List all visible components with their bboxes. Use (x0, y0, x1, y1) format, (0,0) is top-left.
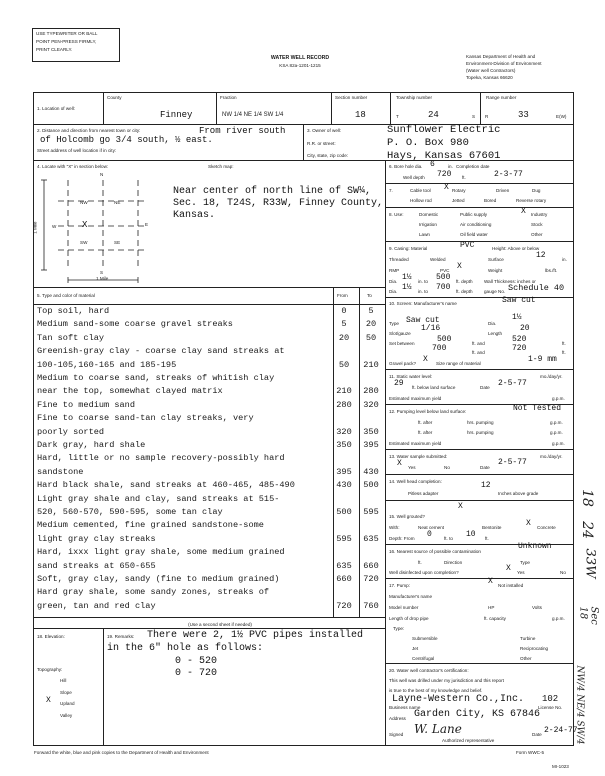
screen-ft-1: ft. (562, 341, 566, 346)
casing-gauge-label: gauge No. (484, 289, 506, 294)
casing-surface: 12 (536, 251, 546, 260)
casing-to1-label: in. to (418, 279, 428, 284)
strata-row-to: 350 (363, 426, 379, 437)
strata-row-from: 320 (336, 426, 352, 437)
pump-hp: HP (488, 605, 495, 610)
sample-date-label: Date (480, 465, 490, 470)
strata-row-from: 210 (336, 386, 352, 397)
strata-row-from: 500 (336, 507, 352, 517)
strata-row-to: 760 (363, 600, 379, 611)
use-air: Air conditioning (460, 222, 492, 227)
casing-depth2-label: ft. depth (456, 289, 473, 294)
casing-dia1-label: Dia. (389, 279, 398, 284)
strata-row-text: Top soil, hard (37, 306, 110, 316)
casing-dia1: 1½ (402, 273, 412, 282)
use-label: 8. Use: (389, 212, 404, 217)
margin-note-1: 18 (578, 489, 595, 507)
strata-row-to: 660 (363, 560, 379, 571)
sketch-w: W (52, 224, 57, 229)
use-other: Other (531, 232, 543, 237)
township-label: Township number (396, 95, 433, 100)
owner-rfd-label: R.R. or street: (307, 141, 336, 146)
cert-address-label: Address (389, 716, 406, 721)
township-value: 24 (428, 110, 439, 120)
pump-model: Model number (389, 605, 419, 610)
screen-name: Saw cut (502, 296, 536, 305)
pump-capacity: ft. capacity (484, 616, 506, 621)
use-oilfield: Oil field water (460, 232, 488, 237)
fraction-label: Fraction (220, 95, 237, 100)
bore-label: 6. Bore hole dia. (389, 164, 423, 169)
screen-length-label: Length (488, 331, 503, 336)
strata-row-from: 0 (341, 306, 347, 316)
second-sheet-note: (Use a second sheet if needed) (188, 622, 252, 627)
strata-row-from: 430 (336, 480, 352, 491)
sketch-mile-h: 1 Mile (96, 276, 109, 281)
casing-to1: 500 (436, 273, 451, 282)
casing-rmp: RMP (389, 268, 400, 273)
screen-ft-and-1: ft. and (472, 341, 485, 346)
sketch-nw: NW (80, 200, 88, 205)
cert-company: Layne-Western Co.,Inc. (392, 694, 525, 705)
cert-signed-label: Signed (389, 732, 404, 737)
sample-unit: mo./day/yr. (540, 454, 563, 459)
screen-set-label: Set between (389, 341, 415, 346)
casing-to2-label: in. to (418, 289, 428, 294)
pumping-ft-after-2: ft. after (418, 430, 433, 435)
pump-gpm: g.p.m. (552, 616, 565, 621)
screen-set-2b: 720 (512, 344, 527, 353)
margin-note-4: Sec 18 (577, 606, 600, 625)
strata-row-to: 320 (363, 399, 379, 410)
pump-submersible: Submersible (412, 636, 438, 641)
cert-signature: W. Lane (414, 722, 462, 736)
strata-from-label: From (337, 293, 348, 298)
head-inches: Inches above grade (498, 491, 539, 496)
cert-address: Garden City, KS 67846 (414, 709, 541, 720)
footer-code: MI-1023 (552, 764, 569, 769)
depth-ft: ft. (462, 175, 466, 180)
pump-type-label: Type: (393, 626, 405, 631)
section-label: Section number (335, 95, 368, 100)
screen-set-1a: 500 (437, 335, 452, 344)
head-value: 12 (481, 481, 491, 490)
pump-manufacturer: Manufacturer's name (389, 594, 433, 599)
gravel-value: X (423, 355, 428, 364)
static-date-label: Date (480, 385, 490, 390)
sketch-sw: SW (80, 240, 88, 245)
sketch-description-3: Kansas. (173, 210, 216, 221)
cert-text-2: is true to the best of my knowledge and belief. (389, 688, 483, 693)
pumping-hrs-2: hrs. pumping (467, 430, 494, 435)
footer-forward: Forward the white, blue and pink copies to the Department of Health and Environment (34, 750, 209, 755)
casing-height-label: Height: Above or below (492, 246, 540, 251)
grouted-label: 15. Well grouted? (389, 514, 425, 519)
casing-welded: Welded (430, 257, 446, 262)
strata-row-text: sand streaks at 650-655 (37, 560, 156, 571)
static-level: 29 (394, 379, 404, 388)
sketch-n: N (100, 172, 104, 177)
disinfected-yes: Yes (517, 570, 525, 575)
contamination-ft: ft. (418, 560, 422, 565)
strata-row-from: 5 (341, 319, 347, 330)
strata-row-from: 20 (338, 332, 350, 343)
strata-row-to: 210 (363, 359, 379, 370)
strata-row-text: green, tan and red clay (37, 600, 156, 611)
screen-ft-and-2: ft. and (472, 350, 485, 355)
contamination-value: Unknown (518, 542, 552, 551)
drill-cable: Cable tool (410, 188, 431, 193)
pumping-est-gpm: g.p.m. (552, 441, 565, 446)
section-grid (38, 170, 168, 285)
grouted-neat: Neat cement (418, 525, 445, 530)
pump-label: 17. Pump: (389, 583, 410, 588)
sample-label: 13. Water sample submitted: (389, 454, 448, 459)
disinfected-no: No (560, 570, 566, 575)
location-label: 1. Location of well: (37, 106, 76, 111)
agency-line-2: Environment-Division of Environment (466, 61, 542, 66)
agency-line-3: (Water well Contractors) (466, 68, 516, 73)
county-label: County (107, 95, 122, 100)
casing-weight-unit: lbs./ft. (545, 268, 558, 273)
bore-dia: 6 (430, 160, 435, 169)
contamination-direction: Direction (444, 560, 463, 565)
sketch-description-2: Sec. 18, T24S, R33W, Finney County, (173, 198, 384, 209)
topo-valley: Valley (60, 713, 73, 718)
casing-dia2-label: Dia. (389, 289, 398, 294)
topography-label: Topography: (37, 667, 63, 672)
use-stock: Stock (531, 222, 543, 227)
footer-form: Form WWC-5 (516, 750, 545, 755)
drill-dug: Dug (532, 188, 541, 193)
strata-row-from: 660 (336, 574, 352, 584)
strata-row-text: Medium cemented, fine grained sandstone-some (37, 520, 264, 531)
casing-surface-in: in. (562, 257, 567, 262)
grouted-concrete: Concrete (537, 525, 556, 530)
pumping-ft-after-1: ft. after (418, 420, 433, 425)
pumping-gpm-1: g.p.m. (550, 420, 563, 425)
gravel-label: Gravel pack? (389, 361, 417, 366)
owner-label: 3. Owner of well: (307, 128, 342, 133)
pump-turbine: Turbine (520, 636, 536, 641)
grouted-from: 0 (427, 530, 432, 539)
grouted-ft: ft. (485, 536, 489, 541)
contamination-label: 16. Nearest source of possible contamination (389, 549, 481, 554)
strata-row-text: Medium to coarse sand, streaks of whitish clay (37, 373, 275, 383)
remarks-line-2: in the 6" hole as follows: (107, 643, 264, 654)
sample-yes-mark: X (397, 459, 402, 468)
pump-other: Other (520, 656, 532, 661)
sketch-mark: X (82, 220, 88, 230)
screen-ft-2: ft. (562, 350, 566, 355)
section-value: 18 (355, 110, 366, 120)
disinfected-label: Well disinfected upon completion? (389, 570, 459, 575)
screen-slot-label: Slot/gauze (389, 331, 411, 336)
casing-dia2: 1½ (402, 283, 412, 292)
pump-not-installed-mark: X (488, 577, 493, 586)
casing-gauge: Schedule 40 (508, 283, 565, 293)
cert-license-label: License No. (538, 705, 563, 710)
pumping-est-label: Estimated maximum yield (389, 441, 442, 446)
grouted-mark: X (458, 502, 463, 511)
casing-threaded: Threaded (389, 257, 409, 262)
grouted-bentonite: Bentonite (482, 525, 502, 530)
casing-label: 9. Casing: Material (389, 246, 428, 251)
distance-label: 2. Distance and direction from nearest town or city: (37, 128, 141, 133)
sample-no: No (444, 465, 450, 470)
strata-row-text: Hard, little or no sample recovery-possibly hard (37, 453, 285, 464)
pumping-gpm-2: g.p.m. (550, 430, 563, 435)
strata-row-from: 50 (338, 359, 350, 370)
elevation-label: 18. Elevation: (37, 634, 65, 639)
use-lawn: Lawn (419, 232, 430, 237)
topo-upland-mark: X (46, 696, 51, 705)
grouted-with: With: (389, 525, 400, 530)
screen-label: 10. Screen: Manufacturer's name (389, 301, 457, 306)
township-s: S (472, 114, 476, 119)
strata-row-text: Tan soft clay (37, 332, 105, 343)
sketch-se: SE (114, 240, 121, 245)
drill-driven: Driven (496, 188, 510, 193)
strata-row-to: 635 (363, 533, 379, 544)
screen-set-1b: 520 (512, 335, 527, 344)
sketch-map-label: Sketch map: (208, 164, 234, 169)
screen-type-label: Type (389, 321, 399, 326)
strata-table (37, 306, 383, 616)
margin-note-2: 24 (578, 521, 595, 539)
form-title: WATER WELL RECORD (270, 55, 330, 61)
form-statute: KSA 82a-1201-1215 (279, 63, 321, 68)
range-value: 33 (518, 110, 529, 120)
distance-label-2: Street address of well location if in city: (37, 148, 117, 153)
strata-row-text: 520, 560-570, 590-595, some tan clay (37, 507, 223, 517)
head-label: 14. Well head completion: (389, 479, 442, 484)
owner-street: P. O. Box 980 (387, 137, 469, 149)
distance-value-1: From river south (199, 126, 286, 136)
range-r: R (485, 114, 489, 119)
screen-dia-label: Dia. (488, 321, 497, 326)
strata-row-to: 720 (363, 574, 379, 584)
agency-line-1: Kansas Department of Health and (466, 54, 536, 59)
pumping-label: 12. Pumping level below land surface: (389, 409, 467, 414)
static-unit: mo./day/yr. (540, 374, 563, 379)
bore-in: in. (448, 164, 453, 169)
casing-material: PVC (460, 241, 475, 250)
head-pitless: Pitless adapter (408, 491, 439, 496)
strata-row-to: 430 (363, 466, 379, 477)
strata-row-to: 500 (363, 480, 379, 491)
pump-not-installed: Not installed (498, 583, 524, 588)
screen-dia: 1½ (512, 313, 522, 322)
pump-volts: Volts (532, 605, 542, 610)
strata-row-from: 635 (336, 560, 352, 571)
casing-pvc-mark: X (457, 262, 462, 271)
use-irrigation: Irrigation (419, 222, 437, 227)
static-gpm: g.p.m. (552, 396, 565, 401)
use-industry-mark: X (521, 207, 526, 216)
instructions-line-1: USE TYPEWRITER OR BALL (36, 31, 98, 36)
strata-row-from: 595 (336, 533, 352, 544)
casing-to2: 700 (436, 283, 451, 292)
drill-reverse: Reverse rotary (516, 198, 547, 203)
cert-business-label: Business name (389, 705, 421, 710)
range-label: Range number (486, 95, 517, 100)
sketch-mile-v: 1 Mile (32, 221, 38, 234)
grouted-depth-label: Depth: From (389, 536, 415, 541)
pump-reciprocating: Reciprocating (520, 646, 549, 651)
agency-line-4: Topeka, Kansas 66620 (466, 75, 513, 80)
strata-row-from: 280 (336, 399, 352, 410)
static-below: ft. below land surface (412, 385, 456, 390)
cert-authorized: Authorized representative (442, 738, 495, 743)
use-public: Public supply (460, 212, 488, 217)
depth-value: 720 (437, 170, 452, 179)
range-ew: E(W) (556, 114, 567, 119)
fraction-value: NW 1/4 NE 1/4 SW 1/4 (222, 112, 284, 118)
sketch-s: S (100, 270, 104, 275)
owner-city-label: City, state, zip code: (307, 153, 349, 158)
drill-rotary: Rotary (452, 188, 466, 193)
remarks-line-4: 0 - 720 (175, 668, 218, 679)
strata-row-text: poorly sorted (37, 426, 105, 437)
sample-date: 2-5-77 (498, 458, 527, 467)
gravel-size: 1-9 mm (528, 355, 557, 364)
strata-row-text: Light gray shale and clay, sand streaks at 515- (37, 493, 280, 504)
grouted-concrete-mark: X (526, 519, 531, 528)
strata-row-to: 5 (368, 306, 374, 316)
topo-upland: Upland (60, 701, 75, 706)
pump-centrifugal: Centrifugal (412, 656, 435, 661)
pump-jet: Jet (412, 646, 419, 651)
owner-city: Hays, Kansas 67601 (387, 150, 501, 162)
screen-length: 20 (520, 324, 530, 333)
pumping-hrs-1: hrs. pumping (467, 420, 494, 425)
margin-note-5: NW/4 NE/4 SW/4 (574, 665, 585, 745)
county-value: Finney (160, 110, 193, 120)
margin-note-3: 33W (582, 548, 598, 579)
strata-row-text: near the top, somewhat clayed matrix (37, 386, 223, 397)
distance-value-2: of Holcomb go 3/4 south, ½ east. (40, 135, 213, 145)
strata-label: 5. Type and color of material (37, 293, 95, 298)
sketch-ne: NE (114, 200, 121, 205)
strata-row-text: Fine to medium sand (37, 399, 135, 410)
screen-set-2a: 700 (432, 344, 447, 353)
grouted-to: 10 (466, 530, 476, 539)
drill-jetted: Jetted (452, 198, 465, 203)
strata-row-text: light gray clay streaks (37, 533, 156, 544)
cert-license: 102 (542, 694, 559, 704)
strata-to-label: To (367, 293, 372, 298)
casing-weight-label: Weight (488, 268, 503, 273)
casing-thickness-label: Wall Thickness: inches or (484, 279, 536, 284)
remarks-label: 19. Remarks: (107, 634, 135, 639)
topo-slope: Slope (60, 690, 72, 695)
screen-type: Saw cut (406, 316, 440, 325)
owner-name: Sunflower Electric (387, 124, 501, 136)
completion-date: 2-3-77 (494, 170, 523, 179)
remarks-line-3: 0 - 520 (175, 656, 218, 667)
drill-bored: Bored (484, 198, 497, 203)
strata-row-text: Soft, gray clay, sandy (fine to medium grained) (37, 574, 280, 584)
cert-text-1: This well was drilled under my jurisdiction and this report (389, 678, 504, 683)
topo-hill: Hill (60, 678, 67, 683)
strata-row-text: Dark gray, hard shale (37, 440, 146, 450)
casing-depth1-label: ft. depth (456, 279, 473, 284)
static-label: 11. Static water level: (389, 374, 433, 379)
sketch-label: 4. Locate with "X" in section below: (37, 164, 109, 169)
cert-label: 20. Water well contractor's certification: (389, 668, 469, 673)
gravel-size-label: Size range of material (436, 361, 481, 366)
disinfected-yes-mark: X (506, 564, 511, 573)
drill-rotary-mark: X (444, 183, 449, 192)
strata-row-to: 395 (363, 440, 379, 450)
strata-row-text: Greenish-gray clay - coarse clay sand streaks at (37, 346, 285, 357)
pumping-status: Not Tested (513, 404, 562, 413)
depth-label: Well depth (403, 175, 425, 180)
strata-row-text: Medium sand-some coarse gravel streaks (37, 319, 233, 330)
contamination-type: Type (520, 560, 530, 565)
sketch-description-1: Near center of north line of SW¼, (173, 186, 372, 197)
strata-row-from: 350 (336, 440, 352, 450)
strata-row-text: Hard black shale, sand streaks at 460-465, 485-490 (37, 480, 295, 491)
strata-row-text: Hard gray shale, some sandy zones, streaks of (37, 587, 270, 598)
sketch-e: E (145, 222, 149, 227)
strata-row-to: 595 (363, 507, 379, 517)
use-industry: Industry (531, 212, 548, 217)
strata-row-text: Hard, ixxx light gray shale, some medium grained (37, 547, 285, 558)
remarks-line-1: There were 2, 1½ PVC pipes installed (147, 630, 364, 641)
casing-pvc: PVC (440, 268, 450, 273)
strata-row-text: Fine to coarse sand-tan clay streaks, very (37, 413, 254, 424)
grouted-ft-to: ft. to (444, 536, 453, 541)
drill-hollow: Hollow rod (410, 198, 432, 203)
strata-row-to: 20 (365, 319, 377, 330)
strata-row-to: 280 (363, 386, 379, 397)
township-t: T (396, 114, 399, 119)
static-est-label: Estimated maximum yield (389, 396, 442, 401)
pump-drop: Length of drop pipe (389, 616, 429, 621)
strata-row-to: 50 (365, 332, 377, 343)
instructions-line-3: PRINT CLEARLY. (36, 47, 73, 52)
static-date: 2-5-77 (498, 379, 527, 388)
casing-surface-label: Surface (488, 257, 504, 262)
strata-row-text: 100-105,160-165 and 185-195 (37, 359, 177, 370)
cert-date-label: Date (532, 732, 542, 737)
cert-date: 2-24-77 (544, 726, 578, 735)
sample-yes: Yes (408, 465, 416, 470)
screen-slot: 1/16 (421, 324, 441, 333)
strata-row-from: 720 (336, 600, 352, 611)
drill-7: 7. (389, 188, 393, 193)
instructions-line-2: POINT PEN-PRESS FIRMLY, (36, 39, 97, 44)
completion-label: Completion date (456, 164, 490, 169)
use-domestic: Domestic (419, 212, 439, 217)
strata-row-from: 395 (336, 466, 352, 477)
strata-row-text: sandstone (37, 466, 84, 477)
